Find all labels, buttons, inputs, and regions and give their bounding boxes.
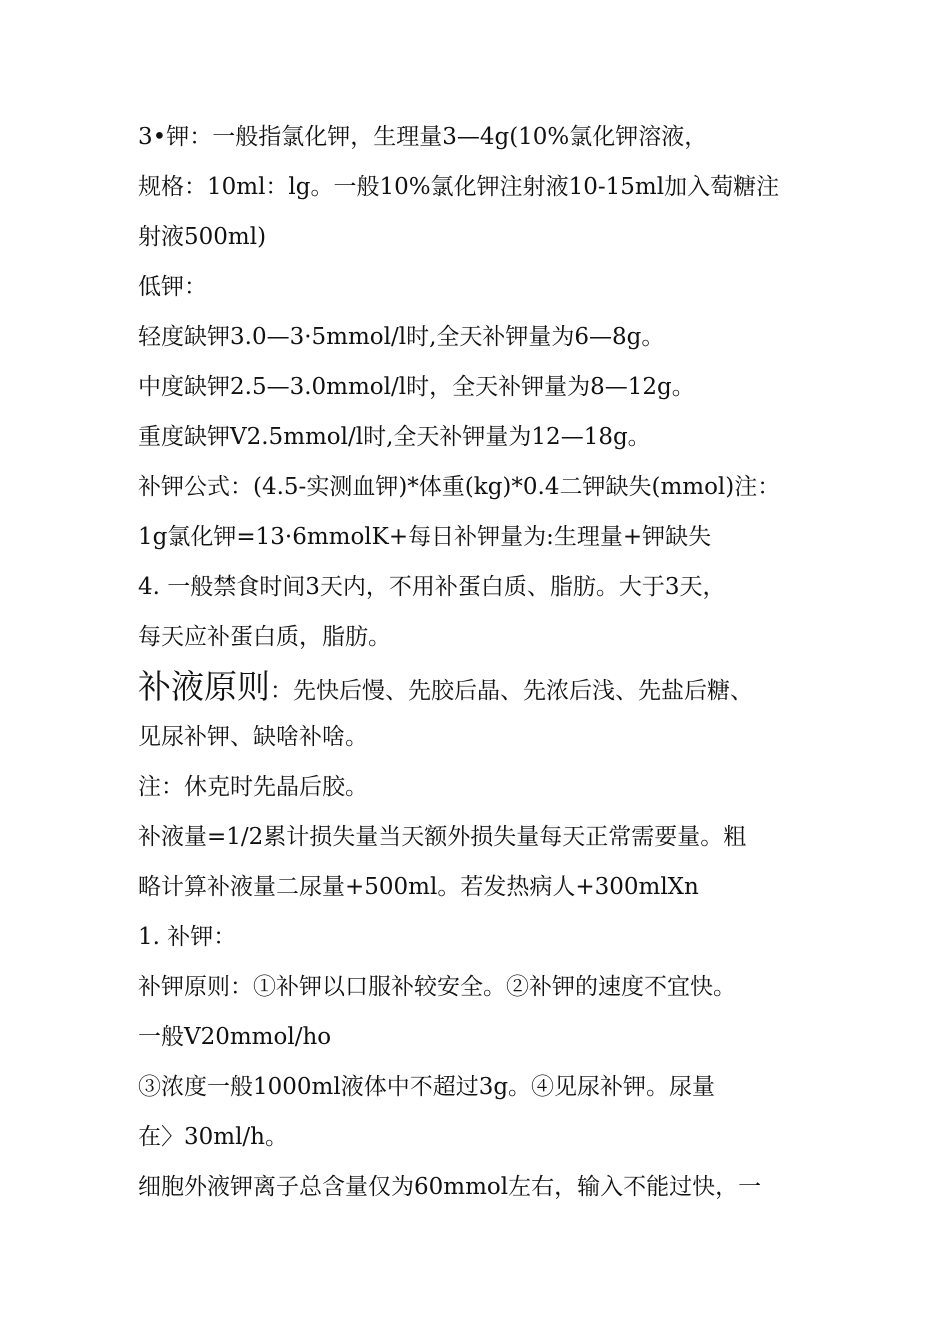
text-line: 细胞外液钾离子总含量仅为60mmol左右，输入不能过快，一 [138, 1174, 762, 1200]
principle-heading: 补液原则 [138, 667, 270, 706]
text-line: 3•钾：一般指氯化钾，生理量3—4g(10%氯化钾溶液， [138, 124, 708, 150]
text-line: 重度缺钾V2.5mmol/l时,全天补钾量为12—18g。 [138, 424, 651, 450]
text-line: 补钾原则：①补钾以口服补较安全。②补钾的速度不宜快。 [138, 974, 736, 1000]
text-line: 规格：10ml：lg。一般10%氯化钾注射液10-15ml加入萄糖注 [138, 174, 780, 200]
text-line: 补液量=1/2累计损失量当天额外损失量每天正常需要量。粗 [138, 824, 747, 850]
text-line: ③浓度一般1000ml液体中不超过3g。④见尿补钾。尿量 [138, 1074, 716, 1100]
text-line: 中度缺钾2.5—3.0mmol/l时，全天补钾量为8—12g。 [138, 374, 695, 400]
text-line: 1g氯化钾=13·6mmolK+每日补钾量为:生理量+钾缺失 [138, 524, 712, 550]
text-line: 每天应补蛋白质，脂肪。 [138, 624, 391, 650]
text-line: 轻度缺钾3.0—3·5mmol/l时,全天补钾量为6—8g。 [138, 324, 665, 350]
text-line: 在〉30ml/h。 [138, 1124, 288, 1150]
principle-line [138, 667, 753, 707]
text-line: 1. 补钾： [138, 924, 237, 950]
text-line: 射液500ml) [138, 224, 267, 250]
text-line: 注：休克时先晶后胶。 [138, 774, 368, 800]
principle-text: ：先快后慢、先胶后晶、先浓后浅、先盐后糖、 [270, 678, 753, 704]
text-line: 一般V20mmol/ho [138, 1024, 332, 1050]
text-line: 见尿补钾、缺啥补啥。 [138, 724, 368, 750]
text-line: 补钾公式：(4.5-实测血钾)*体重(kg)*0.4二钾缺失(mmol)注： [138, 474, 781, 500]
text-line: 略计算补液量二尿量+500ml。若发热病人+300mlXn [138, 874, 699, 900]
text-line: 低钾： [138, 274, 207, 300]
text-line: 4. 一般禁食时间3天内，不用补蛋白质、脂肪。大于3天， [138, 574, 726, 600]
